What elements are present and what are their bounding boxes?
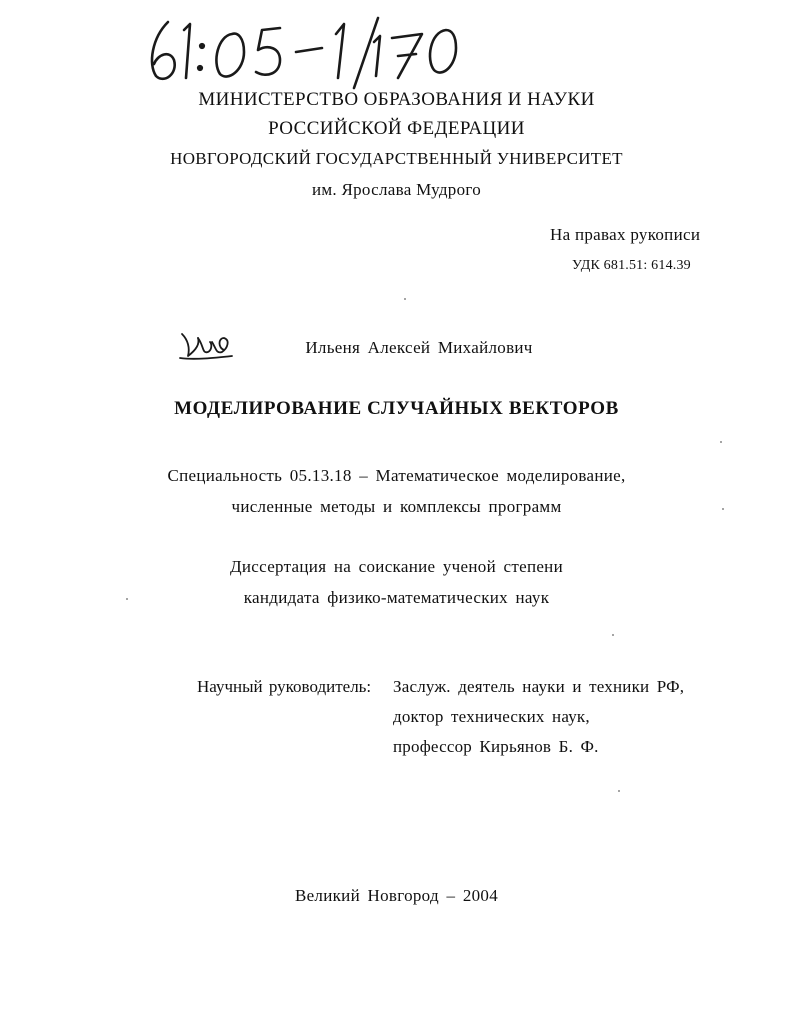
advisor-line-1: Заслуж. деятель науки и техники РФ,: [393, 677, 685, 696]
advisor-line-2: доктор технических наук,: [393, 707, 590, 726]
scan-speck: [612, 634, 614, 636]
author-name: Ильеня Алексей Михайлович: [305, 338, 533, 357]
university-name: НОВГОРОДСКИЙ ГОСУДАРСТВЕННЫЙ УНИВЕРСИТЕТ: [170, 149, 623, 168]
advisor-line-3: профессор Кирьянов Б. Ф.: [393, 737, 599, 756]
scan-speck: [720, 441, 722, 443]
degree-line-2: кандидата физико-математических наук: [243, 588, 550, 607]
scan-speck: [618, 790, 620, 792]
ministry-line-2: РОССИЙСКОЙ ФЕДЕРАЦИИ: [268, 118, 525, 139]
ministry-line-1: МИНИСТЕРСТВО ОБРАЗОВАНИЯ И НАУКИ: [198, 89, 595, 110]
dissertation-title: МОДЕЛИРОВАНИЕ СЛУЧАЙНЫХ ВЕКТОРОВ: [174, 398, 619, 419]
scan-speck: [126, 598, 128, 600]
specialty-line-1: Специальность 05.13.18 – Математическое моделирование,: [167, 466, 626, 485]
degree-line-1: Диссертация на соискание ученой степени: [230, 557, 563, 576]
specialty-line-2: численные методы и комплексы программ: [231, 497, 562, 516]
handwritten-archive-code: [140, 12, 470, 90]
place-and-year: Великий Новгород – 2004: [294, 886, 499, 905]
scan-speck: [404, 298, 406, 300]
university-honorific: им. Ярослава Мудрого: [311, 180, 482, 199]
rights-notice: На правах рукописи: [550, 225, 701, 244]
udk-code: УДК 681.51: 614.39: [572, 258, 691, 273]
advisor-label: Научный руководитель:: [197, 677, 372, 696]
scan-speck: [722, 508, 724, 510]
